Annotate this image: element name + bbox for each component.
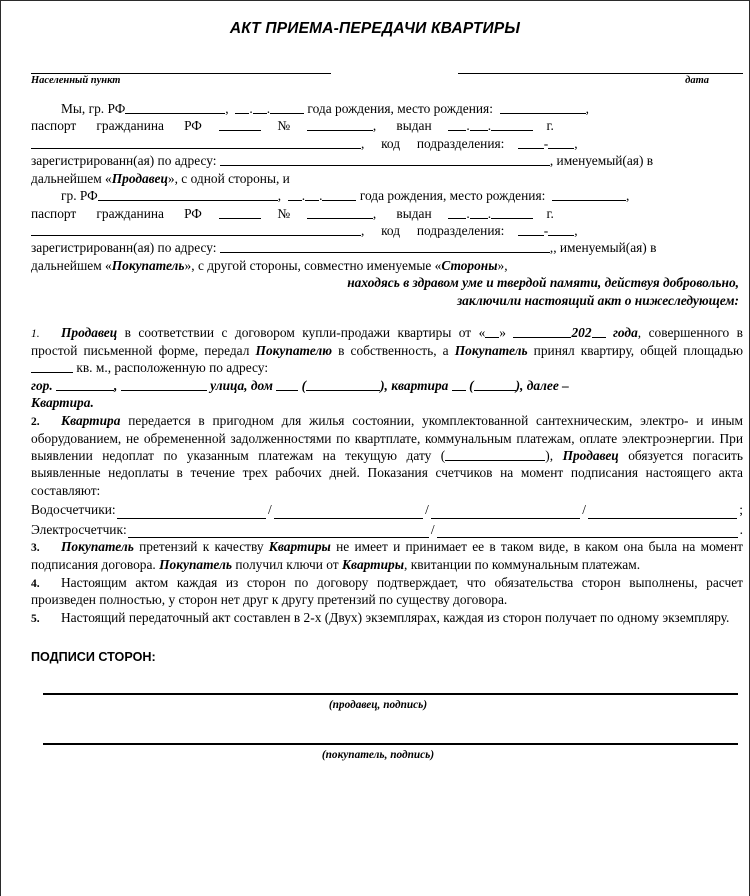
seller-signature-block (31, 693, 743, 713)
water-meter-terminator: ; (739, 502, 744, 518)
buyer-birth-month-blank[interactable] (305, 187, 319, 201)
seller-birth-month-blank[interactable] (253, 100, 267, 114)
subdivision-label: подразделения: (416, 135, 505, 151)
number-sign: № (277, 118, 291, 134)
clause-3-apartment-genitive-2: Квартиры (341, 557, 405, 573)
seller-term: Продавец (111, 170, 168, 186)
spacer-after-preamble (31, 309, 743, 324)
clause-5-number: 5. (31, 612, 40, 625)
clause-1-text-i: в собственность, а (332, 343, 455, 358)
buyer-issue-day-blank[interactable] (448, 205, 466, 219)
clause-2-apartment-term: Квартира (61, 412, 121, 428)
buyer-issue-month-blank[interactable] (470, 205, 488, 219)
clause-3-text-f: получил ключи от (231, 557, 342, 573)
subdivision-comma: , (361, 135, 365, 151)
preamble-buyer-registration (31, 239, 743, 256)
date-caption: дата (685, 75, 709, 86)
buyer-signature-caption: (покупатель, подпись) (321, 748, 435, 761)
clause-1-text-c: » (499, 325, 514, 341)
preamble-seller-passport (31, 117, 743, 134)
issue-dot-2: . (487, 118, 492, 134)
year-suffix: г. (546, 118, 554, 134)
seller-birth-day-blank[interactable] (235, 100, 249, 114)
signatures-heading: ПОДПИСИ СТОРОН: (31, 649, 156, 664)
seller-issue-year-blank[interactable] (491, 118, 533, 132)
buyer-rf-label: РФ (184, 205, 202, 221)
clause-2-text-b: передается в пригодном для жилья состоянии, укомплектованной сантехническим, электро- и иным оборудованием, не обремененной задолженностями по квартплате, коммунальным платежам, оплате электроэнергии. При выявлении недоплат по указанным платежам на текущую дату ( (31, 412, 743, 464)
page-title: АКТ ПРИЕМА-ПЕРЕДАЧИ КВАРТИРЫ (229, 20, 521, 37)
buyer-subdivision-comma: , (361, 222, 365, 238)
clause-3 (31, 538, 743, 573)
seller-issue-month-blank[interactable] (470, 118, 488, 132)
electric-meter-blank-1[interactable] (128, 523, 429, 538)
buyer-birth-place-blank[interactable] (552, 187, 626, 201)
water-meter-blank-1[interactable] (117, 504, 266, 519)
buyer-comma-2: , (626, 188, 630, 204)
contract-day-blank[interactable] (485, 324, 499, 338)
clause-1-text-b: в соответствии с договором купли-продажи квартиры от « (117, 325, 486, 341)
street-house-label: улица, дом (210, 377, 273, 393)
issued-label: выдан (396, 118, 432, 134)
current-date-blank[interactable] (445, 447, 545, 461)
buyer-citizen-label: гражданина (96, 205, 164, 221)
buyer-birth-year-blank[interactable] (322, 187, 356, 201)
contract-year-suffix: года (605, 325, 638, 341)
preamble-seller-subdivision (31, 135, 743, 152)
further-label-seller: дальнейшем « (31, 170, 112, 186)
further-label-buyer: дальнейшем « (31, 257, 112, 273)
place-input-line[interactable] (31, 73, 331, 74)
water-meter-label: Водосчетчики: (31, 502, 116, 518)
water-meter-sep-2: / (425, 502, 429, 518)
seller-subdiv-code-2-blank[interactable] (548, 135, 574, 149)
page-content-area (31, 1, 743, 896)
seller-issue-day-blank[interactable] (448, 118, 466, 132)
seller-passport-number-blank[interactable] (307, 118, 373, 132)
apartment-area-blank[interactable] (31, 360, 73, 374)
clause-4-text: Настоящим актом каждая из сторон по договору подтверждает, что обязательства сторон выполнены, расчет произведен полностью, у сторон нет друг к другу претензий по существу договора. (31, 574, 743, 608)
clause-1-buyer-term: Покупатель (454, 343, 528, 358)
contract-year-prefix: 202 (571, 325, 592, 341)
seller-signature-caption: (продавец, подпись) (328, 699, 428, 712)
water-meter-blank-2[interactable] (274, 504, 423, 519)
seller-birth-year-blank[interactable] (270, 100, 304, 114)
buyer-signature-line[interactable] (43, 743, 738, 745)
buyer-named-tail: ,, именуемый(ая) в (549, 240, 657, 256)
address-comma: , (114, 377, 118, 393)
buyer-code-label: код (381, 222, 401, 238)
clause-3-text-h: , квитанции по коммунальным платежам. (404, 557, 641, 573)
buyer-name-blank[interactable] (98, 187, 278, 201)
buyer-address-blank[interactable] (220, 240, 550, 254)
document-body (31, 100, 743, 763)
house-number-words-blank[interactable] (306, 377, 380, 391)
seller-birth-place-blank[interactable] (500, 100, 586, 114)
clause-3-text-d: не имеет и принимает ее в таком виде, в каком она была на момент подписания договора. (31, 539, 743, 573)
declaration-line-2: заключили настоящий акт о нижеследующем: (456, 292, 739, 308)
buyer-term-mid: », с другой стороны, совместно именуемые « (184, 257, 442, 273)
clause-1-apartment-term-line (31, 394, 743, 411)
seller-address-blank[interactable] (220, 153, 550, 167)
electric-meter-row (31, 521, 743, 538)
buyer-year-suffix: г. (546, 205, 554, 221)
water-meter-row (31, 501, 743, 518)
birth-place-label: года рождения, место рождения: (307, 101, 493, 116)
buyer-issue-dot-1: . (466, 205, 470, 221)
buyer-comma-1: , (277, 188, 282, 204)
buyer-subdiv-code-1-blank[interactable] (518, 222, 544, 236)
clause-3-buyer-term: Покупатель (61, 539, 134, 555)
clause-4-number: 4. (31, 577, 40, 590)
buyer-issued-label: выдан (396, 205, 432, 221)
preamble-buyer-term-line (31, 257, 743, 274)
clause-5-text: Настоящий передаточный акт составлен в 2-х (Двух) экземплярах, каждая из сторон получает по одному экземпляру. (61, 609, 730, 625)
clause-3-buyer-term-2: Покупатель (159, 557, 232, 573)
city-label: гор. (31, 377, 53, 393)
clause-4 (31, 574, 743, 609)
water-meter-blank-3[interactable] (431, 504, 580, 519)
issue-dot-1: . (466, 118, 470, 134)
preamble-buyer-passport (31, 205, 743, 222)
code-label: код (381, 135, 401, 151)
seller-subdiv-code-1-blank[interactable] (518, 135, 544, 149)
place-caption: Населенный пункт (31, 75, 121, 86)
clause-1 (31, 324, 743, 377)
clause-2 (31, 412, 743, 500)
clause-1-seller-term: Продавец (61, 325, 118, 341)
buyer-issue-year-blank[interactable] (491, 205, 533, 219)
buyer-subdivision-dash: - (543, 222, 549, 238)
seller-signature-line[interactable] (43, 693, 738, 695)
declaration-line-1: находясь в здравом уме и твердой памяти, действуя добровольно, (347, 275, 739, 291)
buyer-issuer-blank[interactable] (31, 222, 361, 236)
clause-3-number: 3. (31, 542, 40, 555)
preamble-comma-1: , (225, 101, 229, 116)
buyer-birth-dot-1: . (301, 188, 306, 204)
rf-label: РФ (184, 118, 202, 134)
water-meter-sep-1: / (267, 502, 272, 518)
buyer-subdiv-code-2-blank[interactable] (548, 222, 574, 236)
clause-1-address-line (31, 377, 743, 394)
clause-3-apartment-genitive: Квартиры (268, 539, 331, 555)
buyer-signature-block (31, 743, 743, 763)
preamble-buyer-intro (31, 187, 743, 204)
buyer-passport-number-blank[interactable] (307, 205, 373, 219)
electric-meter-blank-2[interactable] (437, 523, 738, 538)
water-meter-sep-3: / (582, 502, 586, 518)
buyer-number-sign: № (277, 205, 291, 221)
passport-label: паспорт (31, 118, 77, 134)
birth-dot-1: . (249, 101, 253, 116)
clause-2-number: 2. (31, 415, 40, 428)
contract-year-blank[interactable] (592, 324, 606, 338)
clause-2-seller-term: Продавец (562, 448, 619, 464)
apartment-number-blank[interactable] (452, 377, 466, 391)
buyer-prefix-label: гр. РФ (61, 188, 98, 204)
preamble-seller-term-line (31, 170, 743, 187)
clause-1-text-l: кв. м., расположенную по адресу: (73, 360, 269, 376)
buyer-birth-place-label: года рождения, место рождения: (359, 188, 546, 204)
parties-term: Стороны (441, 257, 498, 273)
passport-comma: , (372, 118, 377, 134)
preamble-seller-registration (31, 152, 743, 169)
registered-label: зарегистрированн(ая) по адресу: (31, 153, 217, 169)
clause-1-text-k: принял квартиру, общей площадью (527, 343, 744, 358)
header-fields-row (31, 73, 743, 86)
seller-term-tail: », с одной стороны, и (167, 170, 290, 186)
city-blank[interactable] (56, 377, 114, 391)
buyer-registered-label: зарегистрированн(ая) по адресу: (31, 240, 217, 256)
apartment-paren-open: ( (469, 377, 474, 393)
street-blank[interactable] (121, 377, 207, 391)
water-meter-blank-4[interactable] (588, 504, 737, 519)
buyer-passport-label: паспорт (31, 205, 77, 221)
buyer-birth-day-blank[interactable] (288, 187, 302, 201)
buyer-subdivision-end-comma: , (574, 222, 578, 238)
buyer-term-tail: », (497, 257, 508, 273)
subdivision-end-comma: , (574, 135, 578, 151)
place-field-group (31, 73, 331, 86)
date-input-line[interactable] (458, 73, 743, 74)
clause-5 (31, 609, 743, 627)
seller-named-tail: , именуемый(ая) в (549, 153, 654, 169)
clause-2-text-c: ), (545, 448, 563, 464)
preamble-comma-2: , (585, 101, 589, 116)
preamble-we-label: Мы, гр. РФ (61, 101, 126, 116)
apartment-number-words-blank[interactable] (474, 377, 516, 391)
preamble-seller-intro (31, 100, 743, 117)
seller-name-blank[interactable] (125, 100, 225, 114)
buyer-passport-comma: , (372, 205, 377, 221)
buyer-term: Покупатель (111, 257, 185, 273)
seller-issuer-blank[interactable] (31, 135, 361, 149)
clause-3-text-b: претензий к качеству (133, 539, 269, 555)
electric-meter-terminator: . (739, 521, 744, 537)
clause-1-buyer-dative: Покупателю (255, 343, 333, 358)
preamble-buyer-subdivision (31, 222, 743, 239)
buyer-subdivision-label: подразделения: (416, 222, 505, 238)
clause-1-further-label: ), далее – (515, 377, 569, 393)
citizen-label: гражданина (96, 118, 164, 134)
apartment-label: ), квартира (380, 377, 449, 393)
clause-2-text-e: обязуется погасить выявленные недоплаты в течение трех рабочих дней. Показания счетчиков на момент подписания настоящего акта составляют: (31, 448, 744, 498)
seller-passport-series-blank[interactable] (219, 118, 261, 132)
contract-month-blank[interactable] (513, 324, 571, 338)
subdivision-dash: - (543, 135, 549, 151)
electric-meter-sep-1: / (430, 521, 435, 537)
buyer-passport-series-blank[interactable] (219, 205, 261, 219)
house-number-blank[interactable] (276, 377, 298, 391)
date-field-group (458, 73, 743, 86)
house-paren-open: ( (301, 377, 307, 393)
clause-1-number: 1. (31, 328, 40, 341)
apartment-term: Квартира. (31, 395, 94, 411)
clause-1-text-g: , совершенного в простой письменной форме, передал (31, 325, 743, 358)
birth-dot-2: . (266, 101, 271, 116)
buyer-issue-dot-2: . (487, 205, 492, 221)
buyer-birth-dot-2: . (319, 188, 323, 204)
electric-meter-label: Электросчетчик: (31, 521, 127, 537)
